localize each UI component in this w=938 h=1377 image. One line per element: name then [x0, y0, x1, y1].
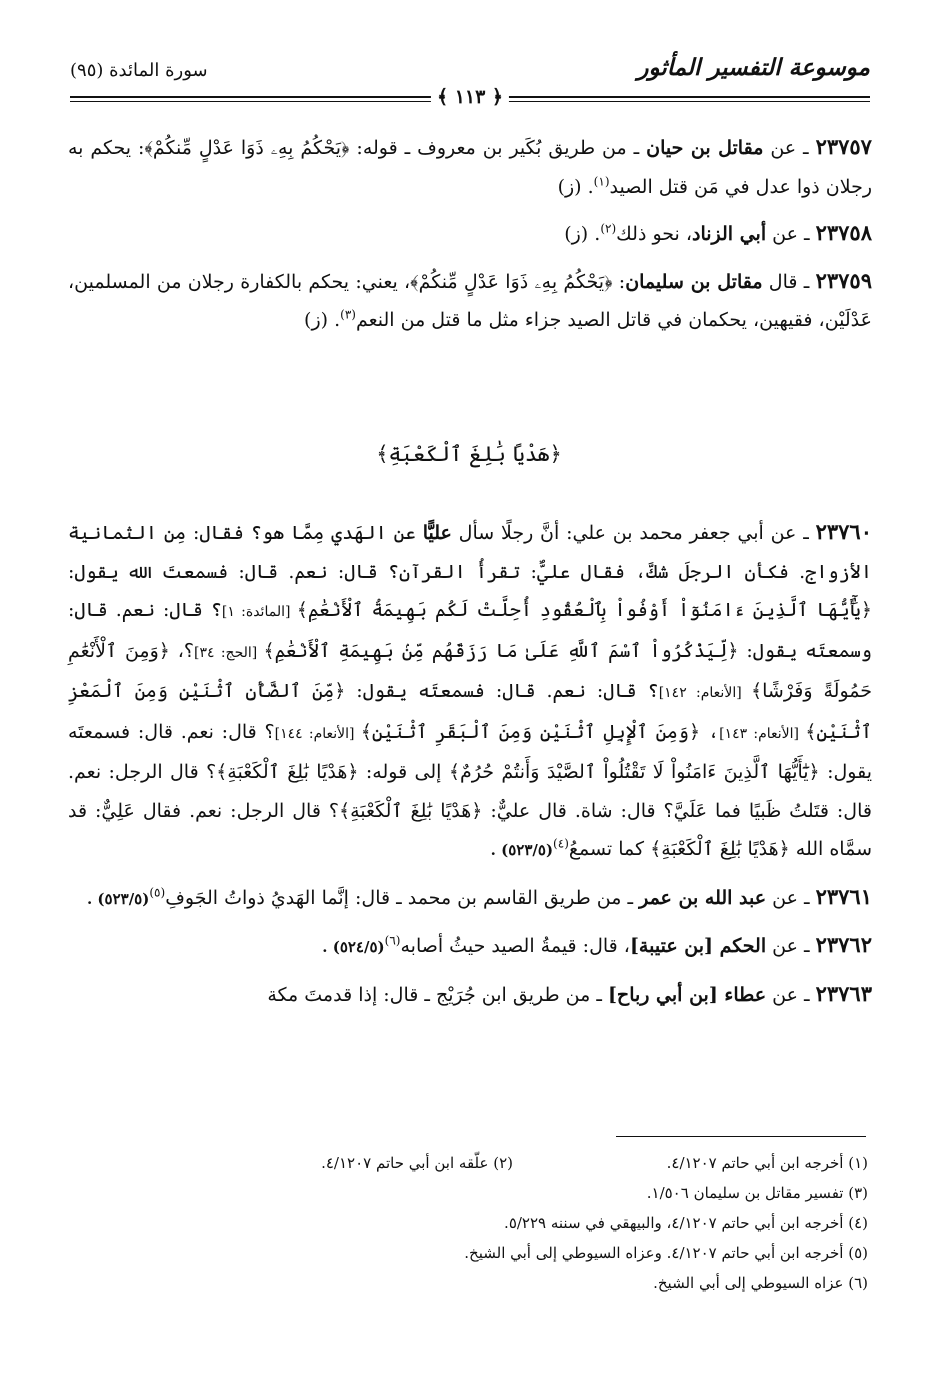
body-bottom	[68, 513, 872, 1022]
verse-reference: [المائدة: ١]	[221, 604, 297, 620]
footnote-1: (١) أخرجه ابن أبي حاتم ٤/١٢٠٧.	[666, 1154, 868, 1172]
quran-quote: ﴿يَٰٓأَيُّهَا ٱلَّذِينَ ءَامَنُوٓاْ أَوْفُواْ بِٱلْعُقُودِ أُحِلَّتْ لَكُم بَهِيمَةُ ٱلْأَنْعَٰمِ﴾	[296, 599, 872, 621]
page-number: ﴿ ١١٣ ﴾	[431, 86, 509, 108]
footnotes	[68, 1148, 868, 1298]
entry-number: ٢٣٧٦٣	[815, 980, 872, 1006]
surah-label: سورة المائدة (٩٥)	[70, 60, 208, 81]
entry-text: ؟ قال الرجل: نعم. قال: قتَلتُ ظَبيًا فما عَلَيَّ؟ قال: شاة. قال عليٌّ:	[68, 761, 872, 822]
footnote-4: (٤) أخرجه ابن أبي حاتم ٤/١٢٠٧، والبيهقي في سننه ٥/٢٢٩.	[504, 1214, 868, 1232]
quran-quote: ﴿مِّنَ ٱلضَّأْنِ ٱثْنَيْنِ وَمِنَ ٱلْمَعْزِ ٱثْنَيْنِ﴾	[68, 680, 872, 743]
entry-text: : يحكم به رجلان ذوا عدل في مَن قتل الصيد	[68, 137, 872, 198]
narrator-name: الحكم [بن عتيبة]	[629, 935, 767, 957]
entry-text: ؟ قال: نعم. قال: فسمعتَه يقول:	[68, 720, 872, 783]
entry-text: ، نحو ذلك	[616, 223, 692, 245]
source-code: . (ز)	[557, 175, 594, 198]
entry-text: ، قال: قيمةُ الصيد حيثُ أصابه	[400, 935, 630, 957]
narrator-name: عبد الله بن عمر	[639, 886, 767, 909]
entry-text: ؟،	[169, 639, 195, 662]
narrator-name: أبي الزناد	[691, 223, 767, 245]
quran-quote: ﴿هَدْيًا بَٰلِغَ ٱلْكَعْبَةِ﴾	[216, 761, 359, 783]
entry-23763	[68, 975, 872, 1015]
entry-text: ؟ قال: نعم. قال: وسمعتَه يقول:	[68, 599, 873, 662]
entry-23759	[68, 262, 872, 340]
footnote-ref[interactable]: (٥)	[149, 885, 166, 900]
page-header	[70, 52, 870, 108]
quran-quote: ﴿يَحْكُمُ بِهِۦ ذَوَا عَدْلٍ مِّنكُمْ﴾	[410, 270, 613, 293]
body-top	[68, 128, 872, 348]
quran-quote: ﴿وَمِنَ ٱلْأَنْعَٰمِ حَمُولَةً وَفَرْشًا﴾	[68, 639, 872, 702]
footnote-ref[interactable]: (٤)	[553, 836, 569, 851]
entry-text: ـ قال	[762, 270, 816, 293]
entry-23762	[68, 926, 872, 967]
entry-23760	[68, 513, 872, 870]
quran-quote: ﴿هَدْيًا بَٰلِغَ ٱلْكَعْبَةِ﴾	[650, 838, 790, 860]
quran-quote: ﴿هَدْيًا بَٰلِغَ ٱلْكَعْبَةِ﴾	[338, 799, 483, 822]
source-code: . (ز)	[304, 309, 341, 331]
footnote-ref[interactable]: (٣)	[340, 307, 356, 322]
source-code: . (٥٢٤/٥)	[322, 938, 385, 956]
book-title: موسوعة التفسير المأثور	[637, 54, 870, 81]
entry-text: ـ من طريق القاسم بن محمد ـ قال: إنَّما الهَديُ ذواتُ الجَوفِ	[165, 886, 640, 909]
footnote-ref[interactable]: (٢)	[600, 221, 617, 236]
narrator-name: مقاتل بن حيان	[646, 137, 764, 159]
entry-23757	[68, 128, 872, 206]
footnote-separator	[616, 1136, 866, 1137]
footnote-ref[interactable]: (٦)	[384, 933, 401, 948]
verse-reference: [الحج: ٣٤]	[194, 644, 264, 661]
entry-text: :	[612, 270, 626, 293]
entry-number: ٢٣٧٦٢	[815, 932, 872, 957]
entry-text: ـ من طريق بُكَير بن معروف ـ قوله:	[349, 137, 647, 159]
footnote-2: (٢) علّقه ابن أبي حاتم ٤/١٢٠٧.	[321, 1154, 513, 1172]
entry-number: ٢٣٧٦١	[815, 883, 872, 909]
entry-text: ؟ قال: نعم. قال: فسمعتَه يقول:	[345, 680, 659, 702]
quran-quote: ﴿وَمِنَ ٱلْإِبِلِ ٱثْنَيْنِ وَمِنَ ٱلْبَقَرِ ٱثْنَيْنِ﴾	[360, 720, 701, 743]
entry-number: ٢٣٧٥٧	[815, 134, 872, 159]
entry-text: ، يعني: يحكم بالكفارة رجلان من المسلمين، عَدْلَيْن، فقيهين، يحكمان في قاتل الصيد جزاء مثل ما قتل من النعم	[68, 270, 872, 331]
entry-text: عن الهَدي مِمَّا هو؟ فقال: مِن الثمانية الأزواج. فكأن الرجلَ شكَّ، فقال عليٌّ: تقرأُ القرآن؟ قال: نعم. قال: فسمعتَ الله يقول:	[68, 522, 872, 583]
entry-text: ،	[700, 720, 720, 743]
verse-reference: [الأنعام: ١٤٤]	[274, 725, 361, 742]
entry-number: ٢٣٧٥٩	[815, 267, 872, 293]
entry-text: ـ من طريق ابن جُرَيْج ـ قال: إذا قدمتَ مكة	[267, 983, 608, 1006]
entry-text: كما تسمعُ	[568, 838, 651, 860]
footnote-6: (٦) عزاه السيوطي إلى أبي الشيخ.	[653, 1274, 868, 1292]
entry-number: ٢٣٧٦٠	[815, 519, 872, 544]
source-code: . (٥٢٣/٥)	[490, 841, 554, 859]
footnote-ref[interactable]: (١)	[593, 174, 610, 189]
narrator-name: عليًّا	[422, 522, 452, 544]
source-code: . (٥٢٣/٥)	[86, 889, 150, 908]
section-heading: ﴿هَدْيًا بَٰلِغَ ٱلْكَعْبَةِ﴾	[376, 442, 562, 466]
entry-text: ـ عن	[763, 137, 816, 159]
entry-23758	[68, 214, 872, 254]
entry-number: ٢٣٧٥٨	[815, 220, 872, 245]
verse-reference: [الأنعام: ١٤٣]	[719, 725, 806, 742]
narrator-name: عطاء [بن أبي رباح]	[607, 983, 767, 1006]
quran-quote: ﴿يَٰٓأَيُّهَا ٱلَّذِينَ ءَامَنُواْ لَا تَقْتُلُواْ ٱلصَّيْدَ وَأَنتُمْ حُرُمٌ﴾	[448, 761, 820, 783]
entry-23761	[68, 878, 872, 919]
quran-quote: ﴿لِّيَذْكُرُواْ ٱسْمَ ٱللَّهِ عَلَىٰ مَا رَزَقَهُم مِّنۢ بَهِيمَةِ ٱلْأَنْعَٰمِ﴾	[263, 639, 739, 662]
footnote-5: (٥) أخرجه ابن أبي حاتم ٤/١٢٠٧. وعزاه السيوطي إلى أبي الشيخ.	[464, 1244, 868, 1262]
entry-text: ـ عن	[766, 983, 816, 1006]
entry-text: ـ عن	[766, 223, 816, 245]
footnote-3: (٣) تفسير مقاتل بن سليمان ١/٥٠٦.	[646, 1184, 868, 1202]
entry-text: ـ عن أبي جعفر محمد بن علي: أنَّ رجلًا سأل	[451, 522, 816, 544]
narrator-name: مقاتل بن سليمان	[625, 270, 763, 293]
entry-text: ـ عن	[766, 935, 816, 957]
quran-quote: ﴿يَحْكُمُ بِهِۦ ذَوَا عَدْلٍ مِّنكُمْ﴾	[144, 137, 350, 159]
footnote-row	[68, 1148, 868, 1178]
entry-text: ؟ قال الرجل: نعم. فقال عَلِيٌّ: قد سمَّاه الله	[68, 799, 872, 860]
entry-text: إلى قوله:	[358, 761, 449, 783]
source-code: . (ز)	[564, 223, 601, 245]
verse-reference: [الأنعام: ١٤٢]	[658, 685, 751, 701]
entry-text: ـ عن	[766, 886, 816, 909]
